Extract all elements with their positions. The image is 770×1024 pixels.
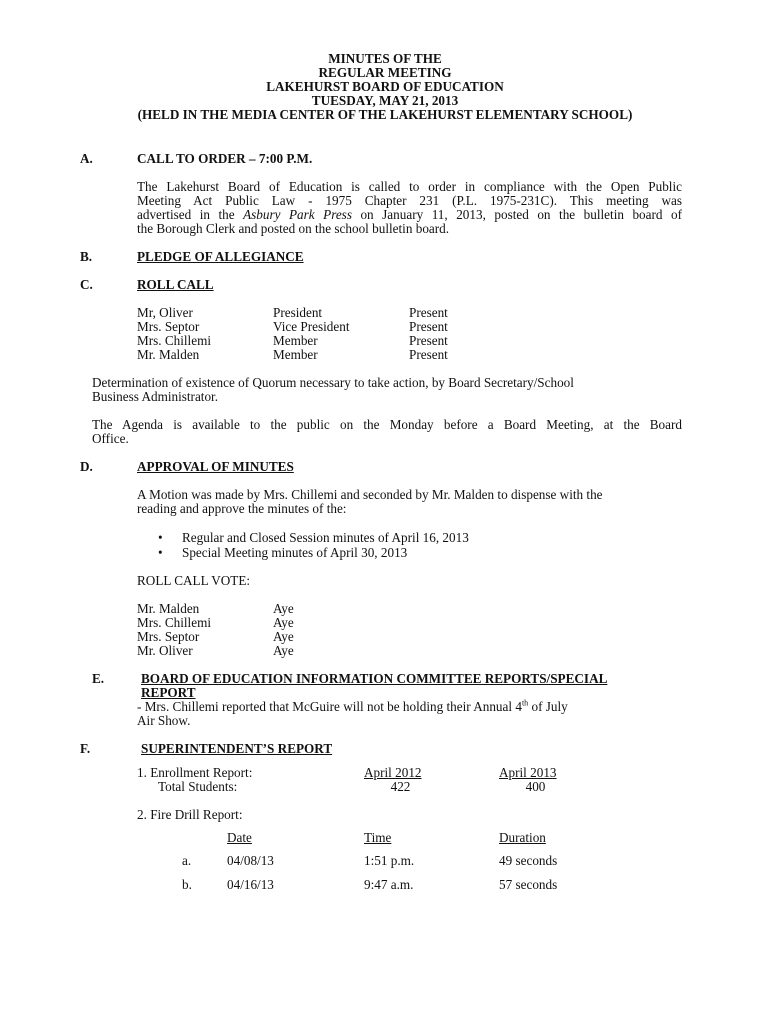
drill-letter: a.: [182, 853, 192, 868]
agenda-line-1: The Agenda is available to the public on the Monday before a Board Meeting, at the Board: [92, 417, 682, 432]
call-to-order-line-2: Meeting Act Public Law - 1975 Chapter 231 (P.L. 1975-231C). This meeting was: [137, 193, 682, 208]
vote-value: Aye: [273, 629, 294, 644]
mcguire-report-line-1: [137, 700, 568, 714]
roll-call-status: Present: [409, 305, 448, 320]
drill-date-header: Date: [227, 830, 252, 845]
drill-date: 04/16/13: [227, 877, 274, 892]
drill-time: 9:47 a.m.: [364, 877, 414, 892]
roll-call-status: Present: [409, 333, 448, 348]
section-e-title-line-1: BOARD OF EDUCATION INFORMATION COMMITTEE REPORTS/SPECIAL: [141, 671, 608, 686]
header-line-1: MINUTES OF THE: [328, 51, 442, 66]
report-text-a: - Mrs. Chillemi reported that McGuire will not be holding their Annual 4: [137, 699, 522, 714]
roll-call-name: Mrs. Septor: [137, 319, 200, 334]
enrollment-col-1-header: April 2012: [364, 765, 422, 780]
section-b-letter: B.: [80, 249, 93, 264]
section-a-title: CALL TO ORDER – 7:00 P.M.: [137, 151, 313, 166]
vote-name: Mrs. Chillemi: [137, 615, 211, 630]
section-a-letter: A.: [80, 151, 93, 166]
drill-duration-header: Duration: [499, 830, 546, 845]
drill-time: 1:51 p.m.: [364, 853, 415, 868]
drill-letter: b.: [182, 877, 192, 892]
drill-time-header: Time: [364, 830, 392, 845]
call-to-order-line-3: [137, 208, 682, 222]
enrollment-2012-value: 422: [390, 779, 411, 794]
total-students-label: Total Students:: [158, 779, 238, 794]
header-line-5: (HELD IN THE MEDIA CENTER OF THE LAKEHURST ELEMENTARY SCHOOL): [137, 107, 633, 122]
roll-call-role: President: [273, 305, 323, 320]
vote-name: Mr. Malden: [137, 601, 200, 616]
vote-name: Mr. Oliver: [137, 643, 193, 658]
quorum-line-1: Determination of existence of Quorum necessary to take action, by Board Secretary/School: [92, 375, 574, 390]
call-to-order-paragraph: [137, 180, 682, 236]
line-3-text-b: on January 11, 2013, posted on the bulletin board of: [351, 207, 682, 222]
report-text-b: of July: [528, 699, 568, 714]
section-c-letter: C.: [80, 277, 93, 292]
line-3-text-a: advertised in the: [137, 207, 244, 222]
section-e-letter: E.: [92, 671, 105, 686]
vote-name: Mrs. Septor: [137, 629, 200, 644]
section-f-letter: F.: [80, 741, 91, 756]
header-line-4: TUESDAY, MAY 21, 2013: [311, 93, 459, 108]
call-to-order-line-4: the Borough Clerk and posted on the school bulletin board.: [137, 221, 450, 236]
vote-value: Aye: [273, 615, 294, 630]
drill-duration: 49 seconds: [499, 853, 558, 868]
roll-call-status: Present: [409, 319, 448, 334]
section-b-title: PLEDGE OF ALLEGIANCE: [137, 249, 304, 264]
roll-call-vote-label: ROLL CALL VOTE:: [137, 573, 251, 588]
roll-call-name: Mr, Oliver: [137, 305, 193, 320]
document-header: [80, 52, 690, 122]
roll-call-role: Member: [273, 347, 318, 362]
vote-value: Aye: [273, 601, 294, 616]
drill-date: 04/08/13: [227, 853, 274, 868]
header-line-3: LAKEHURST BOARD OF EDUCATION: [266, 79, 504, 94]
section-d-title: APPROVAL OF MINUTES: [137, 459, 294, 474]
section-d-letter: D.: [80, 459, 93, 474]
enrollment-col-2-header: April 2013: [499, 765, 557, 780]
newspaper-name: Asbury Park Press: [243, 207, 352, 222]
roll-call-role: Member: [273, 333, 318, 348]
minutes-item: Regular and Closed Session minutes of April 16, 2013: [182, 530, 469, 545]
section-e-title-line-2: REPORT: [141, 685, 196, 700]
drill-duration: 57 seconds: [499, 877, 558, 892]
section-c-title: ROLL CALL: [137, 277, 214, 292]
bullet-icon: •: [158, 545, 163, 560]
roll-call-role: Vice President: [273, 319, 350, 334]
section-f-title: SUPERINTENDENT’S REPORT: [141, 741, 333, 756]
quorum-line-2: Business Administrator.: [92, 389, 219, 404]
roll-call-name: Mr. Malden: [137, 347, 200, 362]
motion-line-1: A Motion was made by Mrs. Chillemi and seconded by Mr. Malden to dispense with the: [137, 487, 603, 502]
vote-value: Aye: [273, 643, 294, 658]
motion-line-2: reading and approve the minutes of the:: [137, 501, 347, 516]
agenda-line-2: Office.: [92, 431, 129, 446]
bullet-icon: •: [158, 530, 163, 545]
minutes-item: Special Meeting minutes of April 30, 2013: [182, 545, 408, 560]
roll-call-name: Mrs. Chillemi: [137, 333, 211, 348]
enrollment-label: 1. Enrollment Report:: [137, 765, 253, 780]
fire-drill-label: 2. Fire Drill Report:: [137, 807, 243, 822]
mcguire-report-line-2: Air Show.: [137, 713, 191, 728]
header-line-2: REGULAR MEETING: [318, 65, 452, 80]
agenda-paragraph: [92, 418, 682, 446]
call-to-order-line-1: The Lakehurst Board of Education is called to order in compliance with the Open Public: [137, 179, 682, 194]
ordinal-suffix: th: [521, 698, 529, 708]
enrollment-2013-value: 400: [525, 779, 546, 794]
roll-call-status: Present: [409, 347, 448, 362]
